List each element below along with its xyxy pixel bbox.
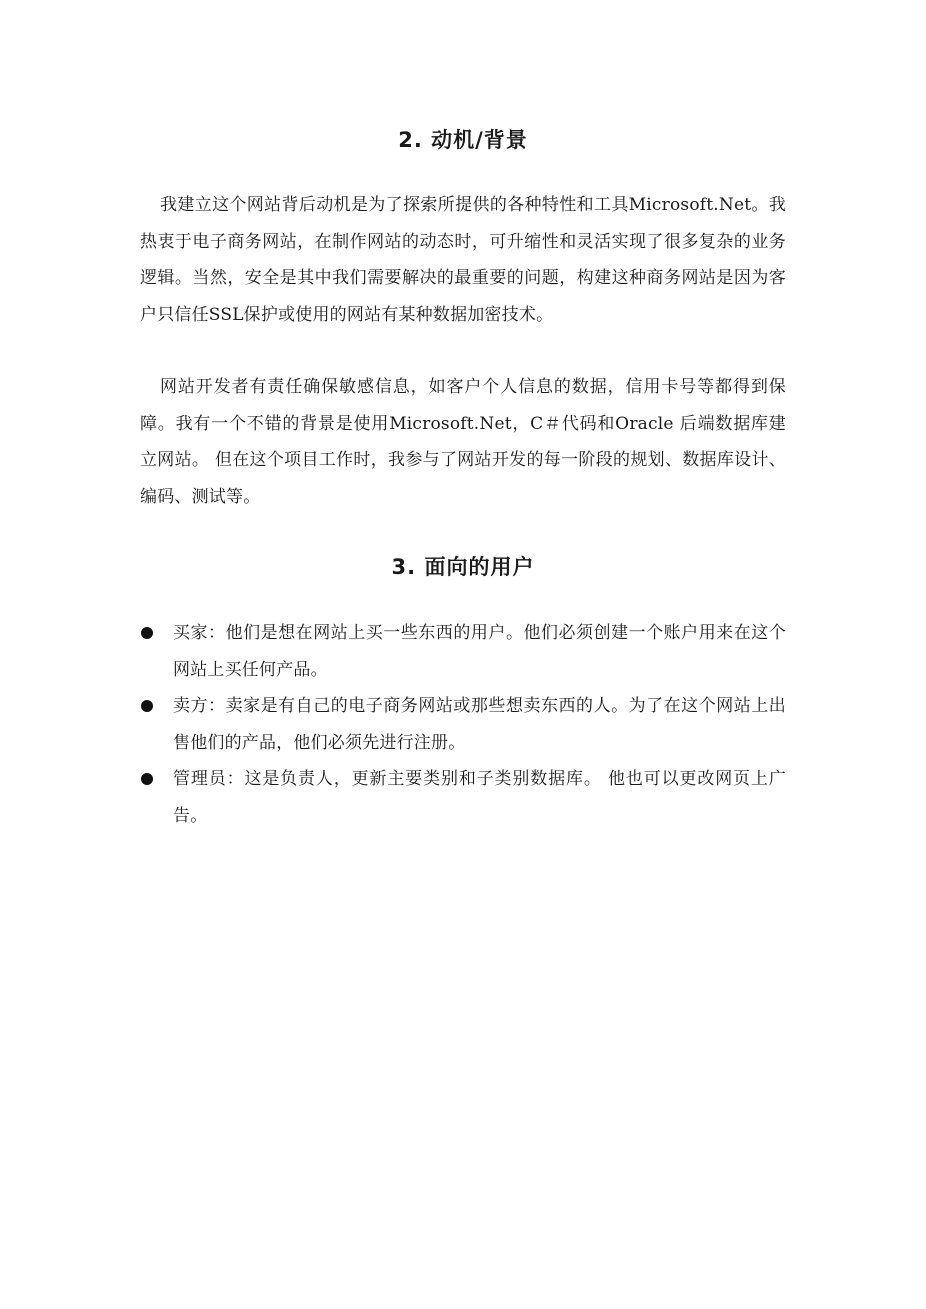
bullet-icon	[141, 700, 153, 712]
bullet-icon	[141, 773, 153, 785]
list-item-buyer	[140, 615, 786, 688]
section-heading-motivation: 2. 动机/背景	[398, 128, 528, 152]
target-users-list	[140, 615, 786, 834]
section-heading-target-users: 3. 面向的用户	[391, 555, 535, 579]
list-item-text: 管理员：这是负责人，更新主要类别和子类别数据库。 他也可以更改网页上广告。	[173, 769, 786, 826]
list-item-admin	[140, 761, 786, 834]
list-item-text: 买家：他们是想在网站上买一些东西的用户。他们必须创建一个账户用来在这个网站上买任何产品。	[173, 623, 786, 680]
bullet-icon	[141, 627, 153, 639]
motivation-paragraph-2: 网站开发者有责任确保敏感信息，如客户个人信息的数据，信用卡号等都得到保障。我有一个不错的背景是使用Microsoft.Net，C＃代码和Oracle 后端数据库建立网站。 但在这个项目工作时，我参与了网站开发的每一阶段的规划、数据库设计、编码、测试等。	[140, 377, 786, 507]
motivation-paragraph-1: 我建立这个网站背后动机是为了探索所提供的各种特性和工具Microsoft.Net。我热衷于电子商务网站，在制作网站的动态时，可升缩性和灵活实现了很多复杂的业务逻辑。当然，安全是其中我们需要解决的最重要的问题，构建这种商务网站是因为客户只信任SSL保护或使用的网站有某种数据加密技术。	[140, 195, 786, 325]
list-item-text: 卖方：卖家是有自己的电子商务网站或那些想卖东西的人。为了在这个网站上出售他们的产品，他们必须先进行注册。	[173, 696, 786, 753]
list-item-seller	[140, 688, 786, 761]
